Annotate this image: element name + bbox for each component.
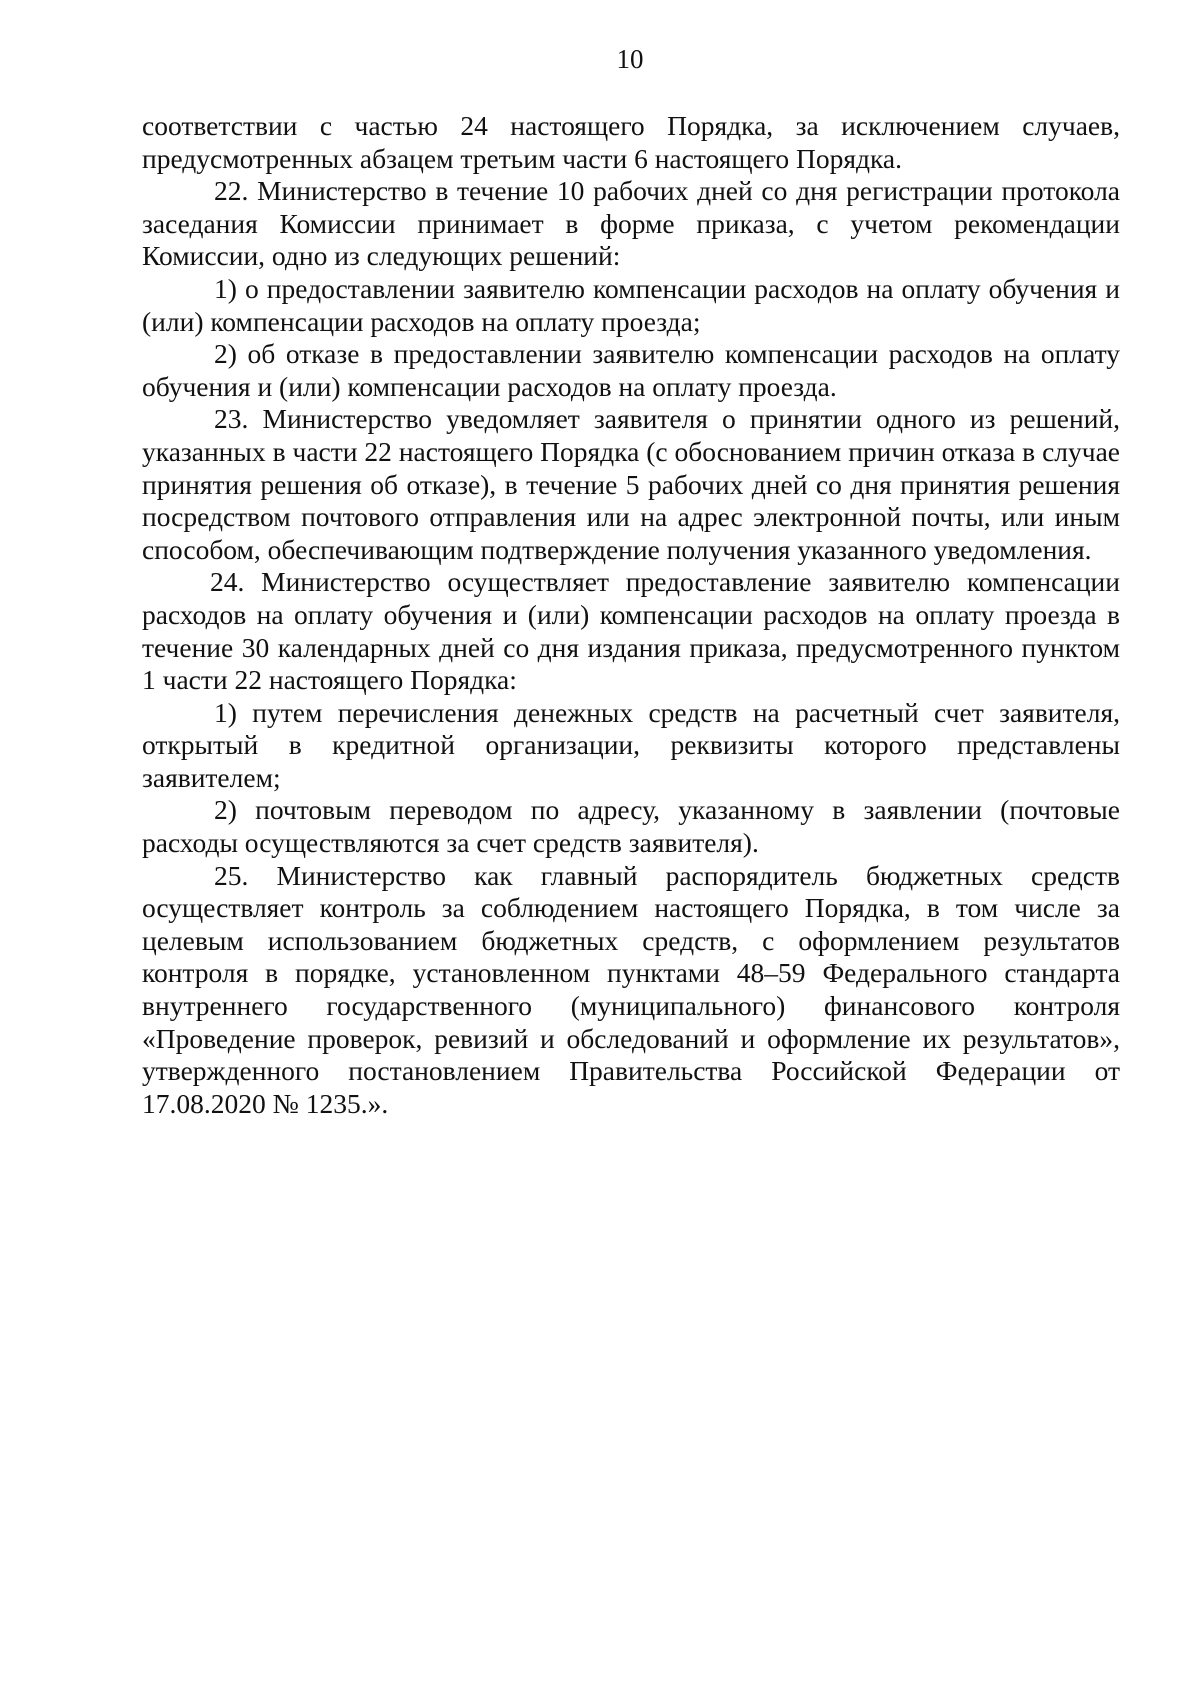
paragraph-23: 23. Министерство уведомляет заявителя о принятии одного из решений, указанных в части 22 настоящего Порядка (с обоснованием причин отказа в случае принятия решения об отказе), в течение 5 рабочих дней со дня принятия решения посредством почтового отправления или на адрес электронной почты, или иным способом, обеспечивающим подтверждение получения указанного уведомления. [142,403,1120,565]
paragraph-24-item-2: 2) почтовым переводом по адресу, указанному в заявлении (почтовые расходы осуществляются за счет средств заявителя). [142,794,1120,859]
paragraph-22: 22. Министерство в течение 10 рабочих дней со дня регистрации протокола заседания Комиссии принимает в форме приказа, с учетом рекомендации Комиссии, одно из следующих решений: [142,175,1120,272]
page-number: 10 [616,44,644,74]
paragraph-24-item-1: 1) путем перечисления денежных средств на расчетный счет заявителя, открытый в кредитной организации, реквизиты которого представлены заявителем; [142,696,1120,793]
paragraph-24: 24. Министерство осуществляет предоставление заявителю компенсации расходов на оплату обучения и (или) компенсации расходов на оплату проезда в течение 30 календарных дней со дня издания приказа, предусмотренного пунктом 1 части 22 настоящего Порядка: [142,566,1120,696]
paragraph-continuation: соответствии с частью 24 настоящего Порядка, за исключением случаев, предусмотренных абзацем третьим части 6 настоящего Порядка. [142,110,1120,174]
paragraph-22-item-2: 2) об отказе в предоставлении заявителю компенсации расходов на оплату обучения и (или) компенсации расходов на оплату проезда. [142,338,1120,402]
paragraph-25: 25. Министерство как главный распорядитель бюджетных средств осуществляет контроль за соблюдением настоящего Порядка, в том числе за целевым использованием бюджетных средств, с оформлением результатов контроля в порядке, установленном пунктами 48–59 Федерального стандарта внутреннего государственного (муниципального) финансового контроля «Проведение проверок, ревизий и обследований и оформление их результатов», утвержденного постановлением Правительства Российской Федерации от 17.08.2020 № 1235.». [142,859,1120,1119]
document-body [142,110,1120,1120]
paragraph-22-item-1: 1) о предоставлении заявителю компенсации расходов на оплату обучения и (или) компенсации расходов на оплату проезда; [142,272,1120,337]
